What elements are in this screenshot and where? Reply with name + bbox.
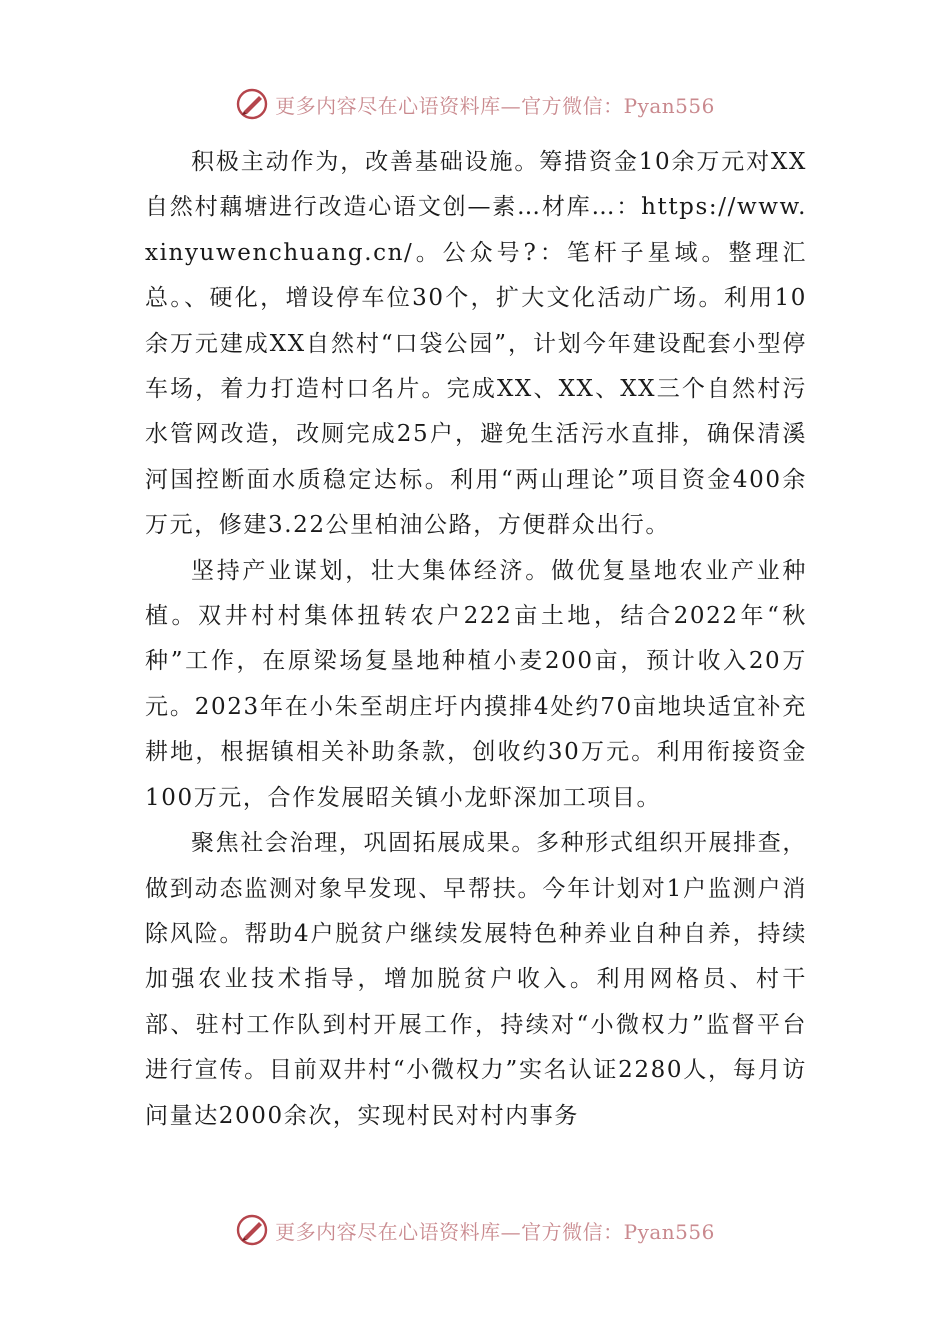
pen-logo-icon <box>235 87 269 121</box>
footer-watermark-banner <box>0 1210 950 1250</box>
watermark-text: 更多内容尽在心语资料库—官方微信：Pyan556 <box>275 1219 715 1244</box>
watermark-text: 更多内容尽在心语资料库—官方微信：Pyan556 <box>275 93 715 118</box>
header-watermark-banner <box>0 84 950 124</box>
document-body <box>145 140 807 1139</box>
paragraph-industry: 坚持产业谋划，壮大集体经济。做优复垦地农业产业种植。双井村村集体扭转农户222亩土地，结合2022年“秋种”工作，在原梁场复垦地种植小麦200亩，预计收入20万元。2023年在小朱至胡庄圩内摸排4处约70亩地块适宜补充耕地，根据镇相关补助条款，创收约30万元。利用衔接资金100万元，合作发展昭关镇小龙虾深加工项目。 <box>145 557 807 811</box>
paragraph-governance: 聚焦社会治理，巩固拓展成果。多种形式组织开展排查，做到动态监测对象早发现、早帮扶。今年计划对1户监测户消除风险。帮助4户脱贫户继续发展特色种养业自种自养，持续加强农业技术指导，增加脱贫户收入。利用网格员、村干部、驻村工作队到村开展工作，持续对“小微权力”监督平台进行宣传。目前双井村“小微权力”实名认证2280人，每月访问量达2000余次，实现村民对村内事务 <box>145 830 807 1129</box>
pen-logo-icon <box>235 1213 269 1247</box>
paragraph-infrastructure: 积极主动作为，改善基础设施。筹措资金10余万元对XX自然村藕塘进行改造心语文创—素…材库…：https://www.xinyuwenchuang.cn/。公众号?：笔杆子星域。整理汇总。、硬化，增设停车位30个，扩大文化活动广场。利用10余万元建成XX自然村“口袋公园”，计划今年建设配套小型停车场，着力打造村口名片。完成XX、XX、XX三个自然村污水管网改造，改厕完成25户，避免生活污水直排，确保清溪河国控断面水质稳定达标。利用“两山理论”项目资金400余万元，修建3.22公里柏油公路，方便群众出行。 <box>145 149 807 539</box>
